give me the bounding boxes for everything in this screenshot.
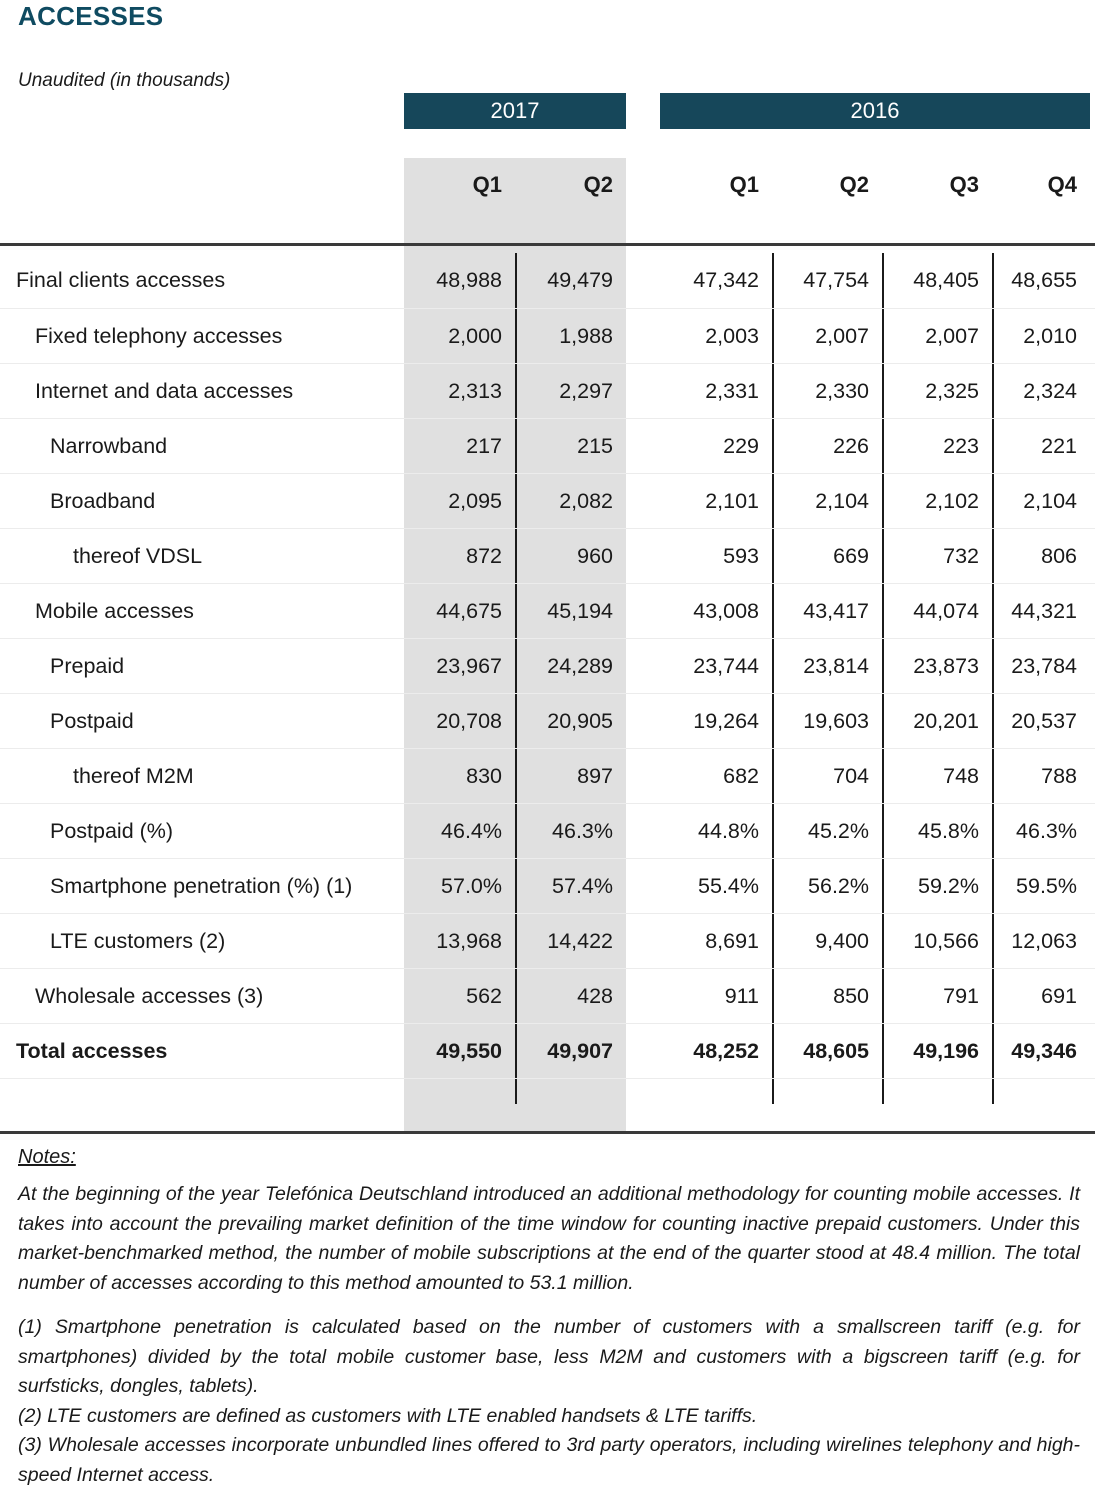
row-label: Postpaid (%) <box>50 818 174 843</box>
cell-value: 226 <box>772 419 882 473</box>
table-row <box>0 473 1095 528</box>
cell-value: 2,331 <box>705 378 759 403</box>
row-label: Total accesses <box>16 1038 168 1063</box>
quarter-header: Q4 <box>1047 172 1077 197</box>
quarter-header-spacer <box>0 158 404 212</box>
column-gap <box>626 969 660 1023</box>
table-row <box>0 968 1095 1023</box>
cell-value: 57.4% <box>515 859 626 913</box>
cell-value: 48,605 <box>772 1024 882 1078</box>
cell-value: 24,289 <box>515 639 626 693</box>
cell-value: 59.2% <box>882 859 992 913</box>
table-row <box>0 253 1095 308</box>
table-row <box>0 803 1095 858</box>
cell-value: 221 <box>992 419 1090 473</box>
row-label: Wholesale accesses (3) <box>35 983 264 1008</box>
filler-cell <box>660 1079 772 1104</box>
divider-filler-row <box>0 1078 1095 1104</box>
cell-value: 2,010 <box>992 309 1090 363</box>
cell-value: 43,008 <box>693 598 759 623</box>
table-row <box>0 583 1095 638</box>
cell-value: 562 <box>466 983 502 1008</box>
cell-value: 48,988 <box>436 268 502 292</box>
cell-value: 44,074 <box>882 584 992 638</box>
table-row <box>0 363 1095 418</box>
row-label: Mobile accesses <box>35 598 194 623</box>
cell-value: 48,405 <box>882 253 992 308</box>
cell-value: 8,691 <box>705 928 759 953</box>
cell-value: 215 <box>515 419 626 473</box>
column-gap <box>626 1024 660 1078</box>
cell-value: 10,566 <box>882 914 992 968</box>
cell-value: 46.3% <box>515 804 626 858</box>
cell-value: 20,201 <box>882 694 992 748</box>
quarter-header: Q3 <box>949 172 979 197</box>
cell-value: 2,324 <box>992 364 1090 418</box>
table-row <box>0 748 1095 803</box>
cell-value: 911 <box>724 983 759 1008</box>
cell-value: 47,342 <box>693 268 759 292</box>
footnote-3: (3) Wholesale accesses incorporate unbundled lines offered to 3rd party operators, including wirelines telephony and high-speed Internet access. <box>18 1434 1080 1486</box>
cell-value: 2,003 <box>705 323 759 348</box>
cell-value: 49,907 <box>515 1024 626 1078</box>
cell-value: 2,007 <box>772 309 882 363</box>
filler-cell <box>626 1079 660 1104</box>
column-gap <box>626 158 660 212</box>
year-band-2016: 2016 <box>660 93 1090 129</box>
quarter-header: Q2 <box>583 172 613 197</box>
cell-value: 2,313 <box>448 378 502 403</box>
column-gap <box>626 749 660 803</box>
cell-value: 2,104 <box>772 474 882 528</box>
cell-value: 48,252 <box>693 1038 759 1063</box>
cell-value: 428 <box>515 969 626 1023</box>
cell-value: 223 <box>882 419 992 473</box>
cell-value: 669 <box>772 529 882 583</box>
cell-value: 217 <box>466 433 502 458</box>
cell-value: 788 <box>992 749 1090 803</box>
quarter-header-row <box>0 158 1095 212</box>
cell-value: 2,101 <box>705 488 759 513</box>
cell-value: 49,196 <box>882 1024 992 1078</box>
top-rule <box>0 243 1095 246</box>
bottom-rule <box>0 1131 1095 1134</box>
filler-cell <box>515 1079 626 1104</box>
quarter-header: Q2 <box>839 172 869 197</box>
cell-value: 1,988 <box>515 309 626 363</box>
cell-value: 13,968 <box>436 928 502 953</box>
cell-value: 748 <box>882 749 992 803</box>
cell-value: 830 <box>466 763 502 788</box>
cell-value: 2,007 <box>882 309 992 363</box>
cell-value: 960 <box>515 529 626 583</box>
column-gap <box>626 584 660 638</box>
cell-value: 23,744 <box>693 653 759 678</box>
cell-value: 20,537 <box>992 694 1090 748</box>
table-row <box>0 858 1095 913</box>
cell-value: 229 <box>723 433 759 458</box>
table-row <box>0 308 1095 363</box>
column-gap <box>626 639 660 693</box>
notes-heading: Notes: <box>18 1146 76 1168</box>
cell-value: 806 <box>992 529 1090 583</box>
row-label: Broadband <box>50 488 156 513</box>
column-gap <box>626 859 660 913</box>
cell-value: 19,264 <box>693 708 759 733</box>
filler-cell <box>992 1079 1090 1104</box>
filler-cell <box>0 1079 404 1104</box>
row-label: Prepaid <box>50 653 125 678</box>
cell-value: 593 <box>723 543 759 568</box>
cell-value: 2,095 <box>448 488 502 513</box>
cell-value: 56.2% <box>772 859 882 913</box>
cell-value: 49,550 <box>436 1038 502 1063</box>
filler-cell <box>404 1079 515 1104</box>
table-row <box>0 693 1095 748</box>
table-row <box>0 1023 1095 1078</box>
column-gap <box>626 419 660 473</box>
cell-value: 23,967 <box>436 653 502 678</box>
filler-cell <box>882 1079 992 1104</box>
row-label: Postpaid <box>50 708 134 733</box>
footnote-2: (2) LTE customers are defined as customers with LTE enabled handsets & LTE tariffs. <box>18 1404 758 1427</box>
year-band-2017: 2017 <box>404 93 626 129</box>
cell-value: 23,784 <box>992 639 1090 693</box>
page-title: ACCESSES <box>18 1 164 31</box>
notes-section <box>18 1146 1080 1490</box>
cell-value: 2,082 <box>515 474 626 528</box>
cell-value: 46.4% <box>441 818 502 843</box>
subtitle: Unaudited (in thousands) <box>18 70 231 91</box>
cell-value: 23,873 <box>882 639 992 693</box>
cell-value: 48,655 <box>992 253 1090 308</box>
cell-value: 9,400 <box>772 914 882 968</box>
cell-value: 2,102 <box>882 474 992 528</box>
cell-value: 44,675 <box>436 598 502 623</box>
cell-value: 47,754 <box>772 253 882 308</box>
cell-value: 2,104 <box>992 474 1090 528</box>
table-row <box>0 418 1095 473</box>
cell-value: 23,814 <box>772 639 882 693</box>
column-gap <box>626 364 660 418</box>
row-label: thereof VDSL <box>73 543 203 568</box>
cell-value: 43,417 <box>772 584 882 638</box>
cell-value: 45.2% <box>772 804 882 858</box>
note-paragraph: At the beginning of the year Telefónica Deutschland introduced an additional methodology for counting mobile accesses. It takes into account the prevailing market definition of the time window for counting inactive prepaid customers. Under this market-benchmarked method, the number of mobile subscriptions at the end of the quarter stood at 48.4 million. The total number of accesses according to this method amounted to 53.1 million. <box>18 1183 1080 1294</box>
accesses-table-body <box>0 253 1095 1104</box>
cell-value: 46.3% <box>992 804 1090 858</box>
cell-value: 691 <box>992 969 1090 1023</box>
row-label: Internet and data accesses <box>35 378 294 403</box>
column-gap <box>626 253 660 308</box>
cell-value: 2,330 <box>772 364 882 418</box>
cell-value: 897 <box>515 749 626 803</box>
cell-value: 20,708 <box>436 708 502 733</box>
column-gap <box>626 529 660 583</box>
table-row <box>0 528 1095 583</box>
cell-value: 682 <box>723 763 759 788</box>
footnote-1: (1) Smartphone penetration is calculated based on the number of customers with a smallscreen tariff (e.g. for smartphones) divided by the total mobile customer base, less M2M and customers with a bigscreen tariff (e.g. for surfsticks, dongles, tablets). <box>18 1316 1080 1397</box>
row-label: Final clients accesses <box>16 268 226 292</box>
cell-value: 55.4% <box>698 873 759 898</box>
row-label: Narrowband <box>50 433 168 458</box>
filler-cell <box>772 1079 882 1104</box>
row-label: thereof M2M <box>73 763 194 788</box>
quarter-header: Q1 <box>472 172 502 197</box>
cell-value: 57.0% <box>441 873 502 898</box>
column-gap <box>626 804 660 858</box>
cell-value: 20,905 <box>515 694 626 748</box>
cell-value: 59.5% <box>992 859 1090 913</box>
cell-value: 45,194 <box>515 584 626 638</box>
cell-value: 2,325 <box>882 364 992 418</box>
column-gap <box>626 694 660 748</box>
column-gap <box>626 309 660 363</box>
cell-value: 872 <box>466 543 502 568</box>
cell-value: 44,321 <box>992 584 1090 638</box>
cell-value: 850 <box>772 969 882 1023</box>
cell-value: 45.8% <box>882 804 992 858</box>
row-label: Fixed telephony accesses <box>35 323 283 348</box>
cell-value: 49,479 <box>515 253 626 308</box>
cell-value: 732 <box>882 529 992 583</box>
cell-value: 704 <box>772 749 882 803</box>
row-label: LTE customers (2) <box>50 928 226 953</box>
cell-value: 49,346 <box>992 1024 1090 1078</box>
table-row <box>0 638 1095 693</box>
cell-value: 19,603 <box>772 694 882 748</box>
table-row <box>0 913 1095 968</box>
cell-value: 14,422 <box>515 914 626 968</box>
cell-value: 2,297 <box>515 364 626 418</box>
quarter-header: Q1 <box>729 172 759 197</box>
row-label: Smartphone penetration (%) (1) <box>50 873 353 898</box>
column-gap <box>626 474 660 528</box>
cell-value: 12,063 <box>992 914 1090 968</box>
column-gap <box>626 914 660 968</box>
cell-value: 791 <box>882 969 992 1023</box>
cell-value: 2,000 <box>448 323 502 348</box>
cell-value: 44.8% <box>698 818 759 843</box>
